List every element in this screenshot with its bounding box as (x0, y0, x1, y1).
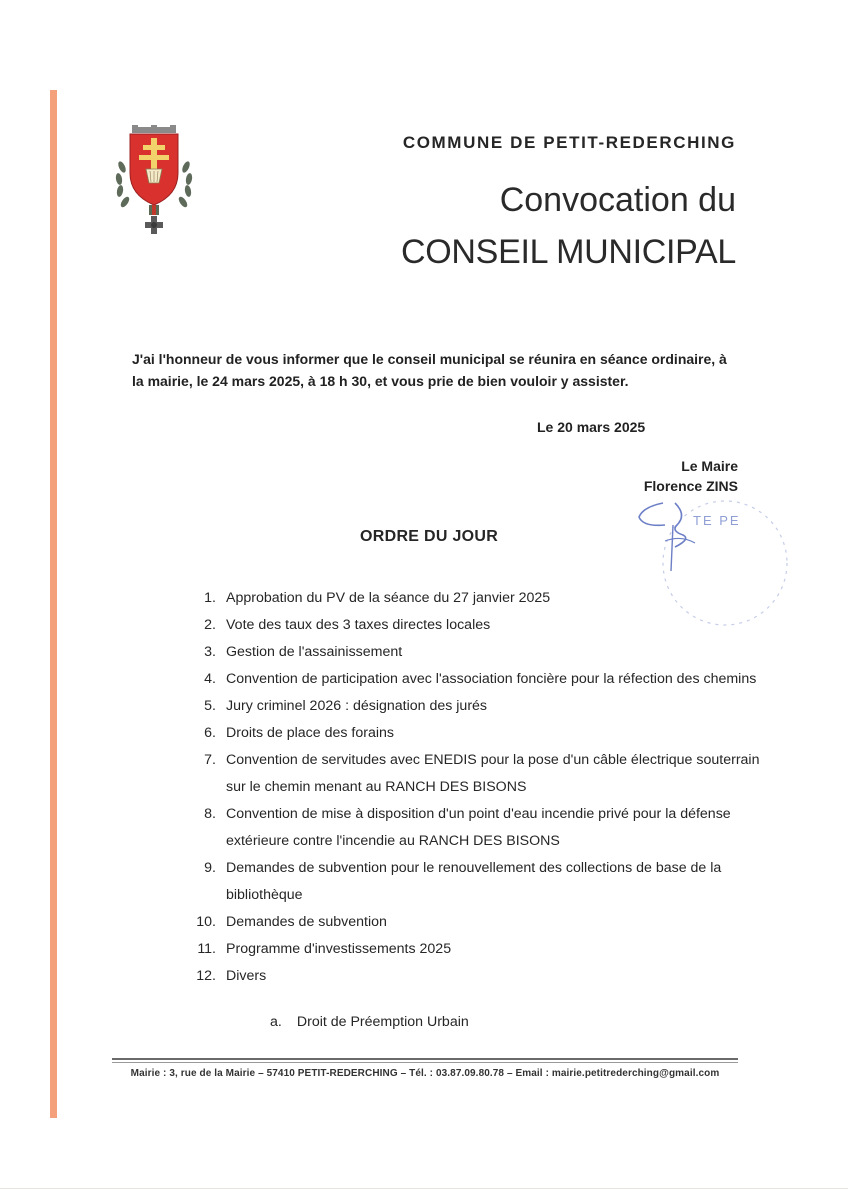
document-title-line2: CONSEIL MUNICIPAL (401, 233, 736, 271)
agenda-item (170, 747, 760, 801)
agenda-item-number: 9. (204, 860, 216, 876)
agenda-item-text: Jury criminel 2026 : désignation des jurés (226, 698, 488, 714)
intro-text-part1: J'ai l'honneur de vous informer que le conseil municipal se réunira en séance ordinaire, à la mairie, le (132, 351, 727, 389)
agenda-item-text: Convention de participation avec l'association foncière pour la réfection des chemins (226, 671, 757, 687)
agenda-item (170, 693, 760, 720)
agenda-item (170, 855, 760, 909)
agenda-sub-item-text: Droit de Préemption Urbain (296, 1014, 469, 1030)
convocation-paragraph (132, 348, 738, 392)
signatory-name: Florence ZINS (643, 478, 738, 494)
agenda-item-text: Programme d'investissements 2025 (226, 941, 452, 957)
agenda-item-number: 5. (204, 698, 216, 714)
agenda-item (170, 801, 760, 855)
agenda-item (170, 639, 760, 666)
agenda-item-text: Droits de place des forains (226, 725, 394, 741)
margin-bar (50, 90, 57, 1118)
agenda-item-text: Convention de servitudes avec ENEDIS pour la pose d'un câble électrique souterrain sur le chemin menant au RANCH DES BISONS (226, 752, 760, 795)
agenda-item-text: Demandes de subvention (226, 914, 387, 930)
agenda-item-number: 4. (204, 671, 216, 687)
agenda-item (170, 936, 760, 963)
agenda-item-text: Vote des taux des 3 taxes directes locales (226, 617, 491, 633)
agenda-item-number: 3. (204, 644, 216, 660)
stamp-text: TE PE (693, 513, 741, 528)
agenda-item (170, 909, 760, 936)
footer-address: Mairie : 3, rue de la Mairie – 57410 PETIT-REDERCHING – Tél. : 03.87.09.80.78 – Email : mairie.petitrederching@gmail.com (130, 1068, 720, 1079)
agenda-sub-item-letter: a. (270, 1014, 282, 1030)
document-title-line1: Convocation du (499, 181, 736, 219)
agenda-item-number: 8. (204, 806, 216, 822)
agenda-item-number: 7. (204, 752, 216, 768)
agenda-sub-item (270, 1014, 469, 1030)
agenda-item-text: Gestion de l'assainissement (226, 644, 403, 660)
agenda-list (170, 585, 760, 990)
agenda-item-number: 10. (196, 914, 216, 930)
document-date: Le 20 mars 2025 (537, 419, 646, 435)
signatory-title: Le Maire (681, 458, 738, 474)
agenda-item-number: 11. (197, 941, 216, 957)
agenda-item-text: Convention de mise à disposition d'un point d'eau incendie privé pour la défense extérieure contre l'incendie au RANCH DES BISONS (226, 806, 731, 849)
coat-of-arms-icon (112, 125, 196, 237)
page-bottom-edge (0, 1188, 848, 1189)
agenda-item (170, 666, 760, 693)
agenda-item (170, 963, 760, 990)
agenda-item-text: Divers (226, 968, 267, 984)
agenda-item (170, 612, 760, 639)
intro-text-part2: , et vous prie de bien vouloir y assister. (367, 373, 629, 389)
agenda-title: ORDRE DU JOUR (360, 528, 499, 545)
agenda-item-number: 12. (196, 968, 216, 984)
meeting-date-time: 24 mars 2025, à 18 h 30 (212, 373, 368, 389)
agenda-item-number: 6. (204, 725, 216, 741)
commune-name: COMMUNE DE PETIT-REDERCHING (402, 133, 736, 152)
agenda-item-text: Approbation du PV de la séance du 27 janvier 2025 (226, 590, 551, 606)
agenda-item (170, 585, 760, 612)
agenda-item (170, 720, 760, 747)
signature-stroke (639, 503, 665, 525)
agenda-item-number: 2. (204, 617, 216, 633)
agenda-item-number: 1. (204, 590, 216, 606)
agenda-item-text: Demandes de subvention pour le renouvellement des collections de base de la bibliothèque (226, 860, 722, 903)
footer-divider-thin (112, 1062, 738, 1063)
footer-divider (112, 1058, 738, 1060)
